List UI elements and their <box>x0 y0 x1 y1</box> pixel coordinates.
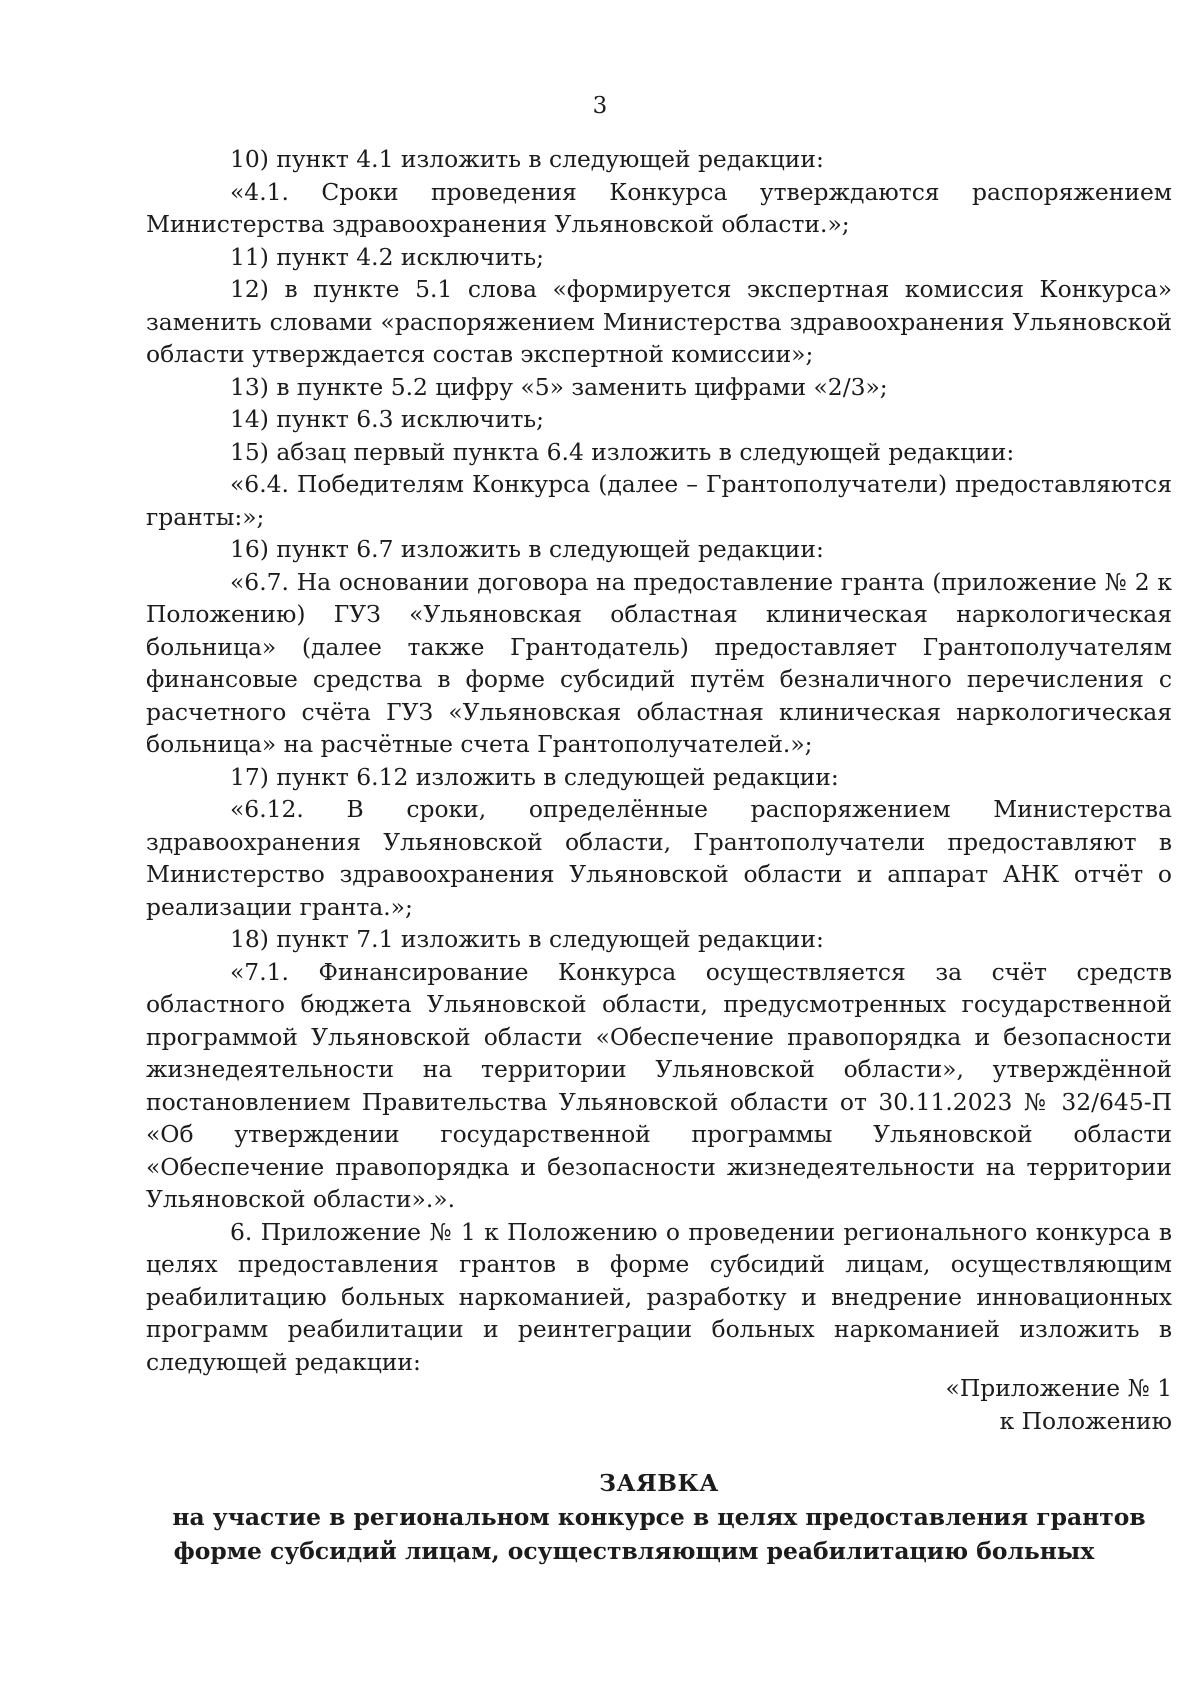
paragraph-quote-6-12: «6.12. В сроки, определённые распоряжением Министерства здравоохранения Ульяновской области, Грантополучатели предоставляют в Министерство здравоохранения Ульяновской области и аппарат АНК отчёт о реализации гранта.»; <box>146 795 1172 921</box>
paragraph-quote-6-7: «6.7. На основании договора на предоставление гранта (приложение № 2 к Положению) ГУЗ «Ульяновская областная клиническая наркологическая больница» (далее также Грантодатель) предоставляет Грантополучателям финансовые средства в форме субсидий путём безналичного перечисления с расчетного счёта ГУЗ «Ульяновская областная клиническая наркологическая больница» на расчётные счета Грантополучателей.»; <box>146 567 1172 758</box>
appendix-note-line1: «Приложение № 1 <box>945 1374 1172 1402</box>
paragraph-item-17: 17) пункт 6.12 изложить в следующей редакции: <box>230 762 839 791</box>
paragraph-quote-7-1: «7.1. Финансирование Конкурса осуществляется за счёт средств областного бюджета Ульяновской области, предусмотренных государственной программой Ульяновской области «Обеспечение правопорядка и безопасности жизнедеятельности на территории Ульяновской области», утверждённой постановлением Правительства Ульяновской области от 30.11.2023 № 32/645-П «Об утверждении государственной программы Ульяновской области «Обеспечение правопорядка и безопасности жизнедеятельности на территории Ульяновской области».». <box>146 957 1172 1213</box>
paragraph-item-15: 15) абзац первый пункта 6.4 изложить в следующей редакции: <box>230 437 1015 466</box>
document-body <box>146 143 1172 1378</box>
appendix-note-line2: к Положению <box>999 1406 1172 1435</box>
application-subtitle-line1: на участие в региональном конкурсе в целях предоставления грантов <box>172 1503 1146 1531</box>
paragraph-item-16: 16) пункт 6.7 изложить в следующей редакции: <box>230 535 824 563</box>
paragraph-item-11: 11) пункт 4.2 исключить; <box>230 242 545 271</box>
paragraph-item-18: 18) пункт 7.1 изложить в следующей редакции: <box>230 925 824 953</box>
page-number: 3 <box>592 93 608 119</box>
paragraph-quote-4-1: «4.1. Сроки проведения Конкурса утверждаются распоряжением Министерства здравоохранения Ульяновской области.»; <box>146 177 1172 238</box>
application-title-block <box>146 1466 1172 1568</box>
paragraph-item-14: 14) пункт 6.3 исключить; <box>230 405 545 433</box>
paragraph-item-10: 10) пункт 4.1 изложить в следующей редакции: <box>230 145 824 173</box>
paragraph-section-6: 6. Приложение № 1 к Положению о проведении регионального конкурса в целях предоставления грантов в форме субсидий лицам, осуществляющим реабилитацию больных наркоманией, разработку и внедрение инновационных программ реабилитации и реинтеграции больных наркоманией изложить в следующей редакции: <box>146 1217 1172 1376</box>
application-subtitle-line2: форме субсидий лицам, осуществляющим реабилитацию больных <box>173 1537 1095 1565</box>
application-title: ЗАЯВКА <box>599 1469 719 1497</box>
paragraph-item-13: 13) в пункте 5.2 цифру «5» заменить цифрами «2/3»; <box>230 372 888 401</box>
paragraph-item-12: 12) в пункте 5.1 слова «формируется экспертная комиссия Конкурса» заменить словами «распоряжением Министерства здравоохранения Ульяновской области утверждается состав экспертной комиссии»; <box>146 275 1172 368</box>
paragraph-quote-6-4: «6.4. Победителям Конкурса (далее – Грантополучатели) предоставляются гранты:»; <box>146 470 1172 531</box>
appendix-note <box>946 1372 1172 1437</box>
